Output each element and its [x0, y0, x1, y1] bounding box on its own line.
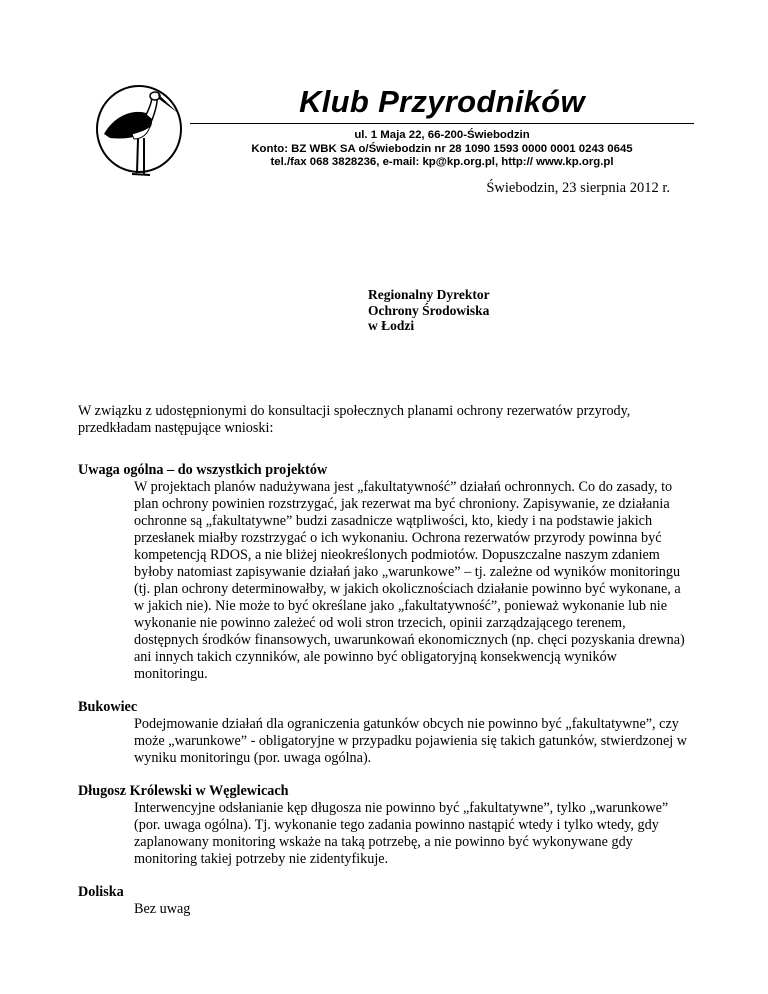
recipient-line: Ochrony Środowiska [368, 302, 490, 318]
contact-line: tel./fax 068 3828236, e-mail: kp@kp.org.pl, http:// www.kp.org.pl [270, 156, 614, 168]
bank-account-line: Konto: BZ WBK SA o/Świebodzin nr 28 1090 1593 0000 0001 0243 0645 [251, 142, 633, 155]
recipient-line: Regionalny Dyrektor [368, 287, 490, 302]
section-heading: Długosz Królewski w Węglewicach [78, 783, 289, 799]
section-body: Bez uwag [134, 901, 191, 917]
section-heading: Bukowiec [78, 699, 138, 715]
letterhead-contact [190, 129, 694, 170]
stork-logo-icon [92, 82, 192, 182]
section-body: W projektach planów nadużywana jest „fakultatywność” działań ochronnych. Co do zasady, to plan ochrony powinien rozstrzygać, jak rezerwat ma być chroniony. Zapisywanie, ze działania ochronne są „fakultatywne” budzi zasadnicze wątpliwości, kto, kiedy i na podstawie jakich przesłanek miałby rozstrzygać o ich wykonaniu. Ochrona rezerwatów przyrody powinna być kompetencją RDOS, a nie bliżej nieokreślonych podmiotów. Dopuszczalne naszym zdaniem byłoby natomiast zapisywanie działań jako „warunkowe” – tj. zależne od wyników monitoringu (tj. plan ochrony determinowałby, w jakich okolicznościach działanie powinno być wykonane, a w jakich nie). Nie może to być określane jako „fakultatywność”, ponieważ wykonanie lub nie wykonanie nie powinno zależeć od woli stron trzecich, opinii zarządzającego terenem, dostępnych środków finansowych, uwarunkowań ekonomicznych (np. chęci pozyskania drewna) ani innych takich czynników, ale powinno być obligatoryjną konsekwencją wyników monitoringu. [134, 479, 685, 682]
section-heading: Uwaga ogólna – do wszystkich projektów [78, 462, 328, 478]
intro-paragraph: W związku z udostępnionymi do konsultacji społecznych planami ochrony rezerwatów przyrody, przedkładam następujące wnioski: [78, 403, 631, 436]
section-dlugosz-krolewski [78, 783, 688, 868]
letter-body [78, 403, 688, 934]
letterhead-divider [190, 123, 694, 124]
organization-name: Klub Przyrodników [299, 84, 585, 119]
section-body: Interwencyjne odsłanianie kęp długosza nie powinno być „fakultatywne”, tylko „warunkowe” (por. uwaga ogólna). Tj. wykonanie tego zadania powinno nastąpić wtedy i tylko wtedy, gdy zaplanowany monitoring wskaże na taką potrzebę, a nie powinno być wykonywane gdy monitoring takiej potrzeby nie zidentyfikuje. [134, 800, 669, 867]
recipient-block [368, 287, 490, 334]
recipient-line: w Łodzi [368, 318, 415, 333]
letter-date: Świebodzin, 23 sierpnia 2012 r. [486, 180, 670, 196]
address-line: ul. 1 Maja 22, 66-200-Świebodzin [354, 129, 530, 141]
section-doliska [78, 884, 688, 918]
section-bukowiec [78, 699, 688, 767]
section-body: Podejmowanie działań dla ograniczenia gatunków obcych nie powinno być „fakultatywne”, czy może „warunkowe” - obligatoryjne w przypadku pojawienia się takich gatunków, stwierdzonej w wyniku monitoringu (por. uwaga ogólna). [134, 716, 687, 766]
section-heading: Doliska [78, 884, 124, 900]
section-general-remark [78, 462, 688, 683]
